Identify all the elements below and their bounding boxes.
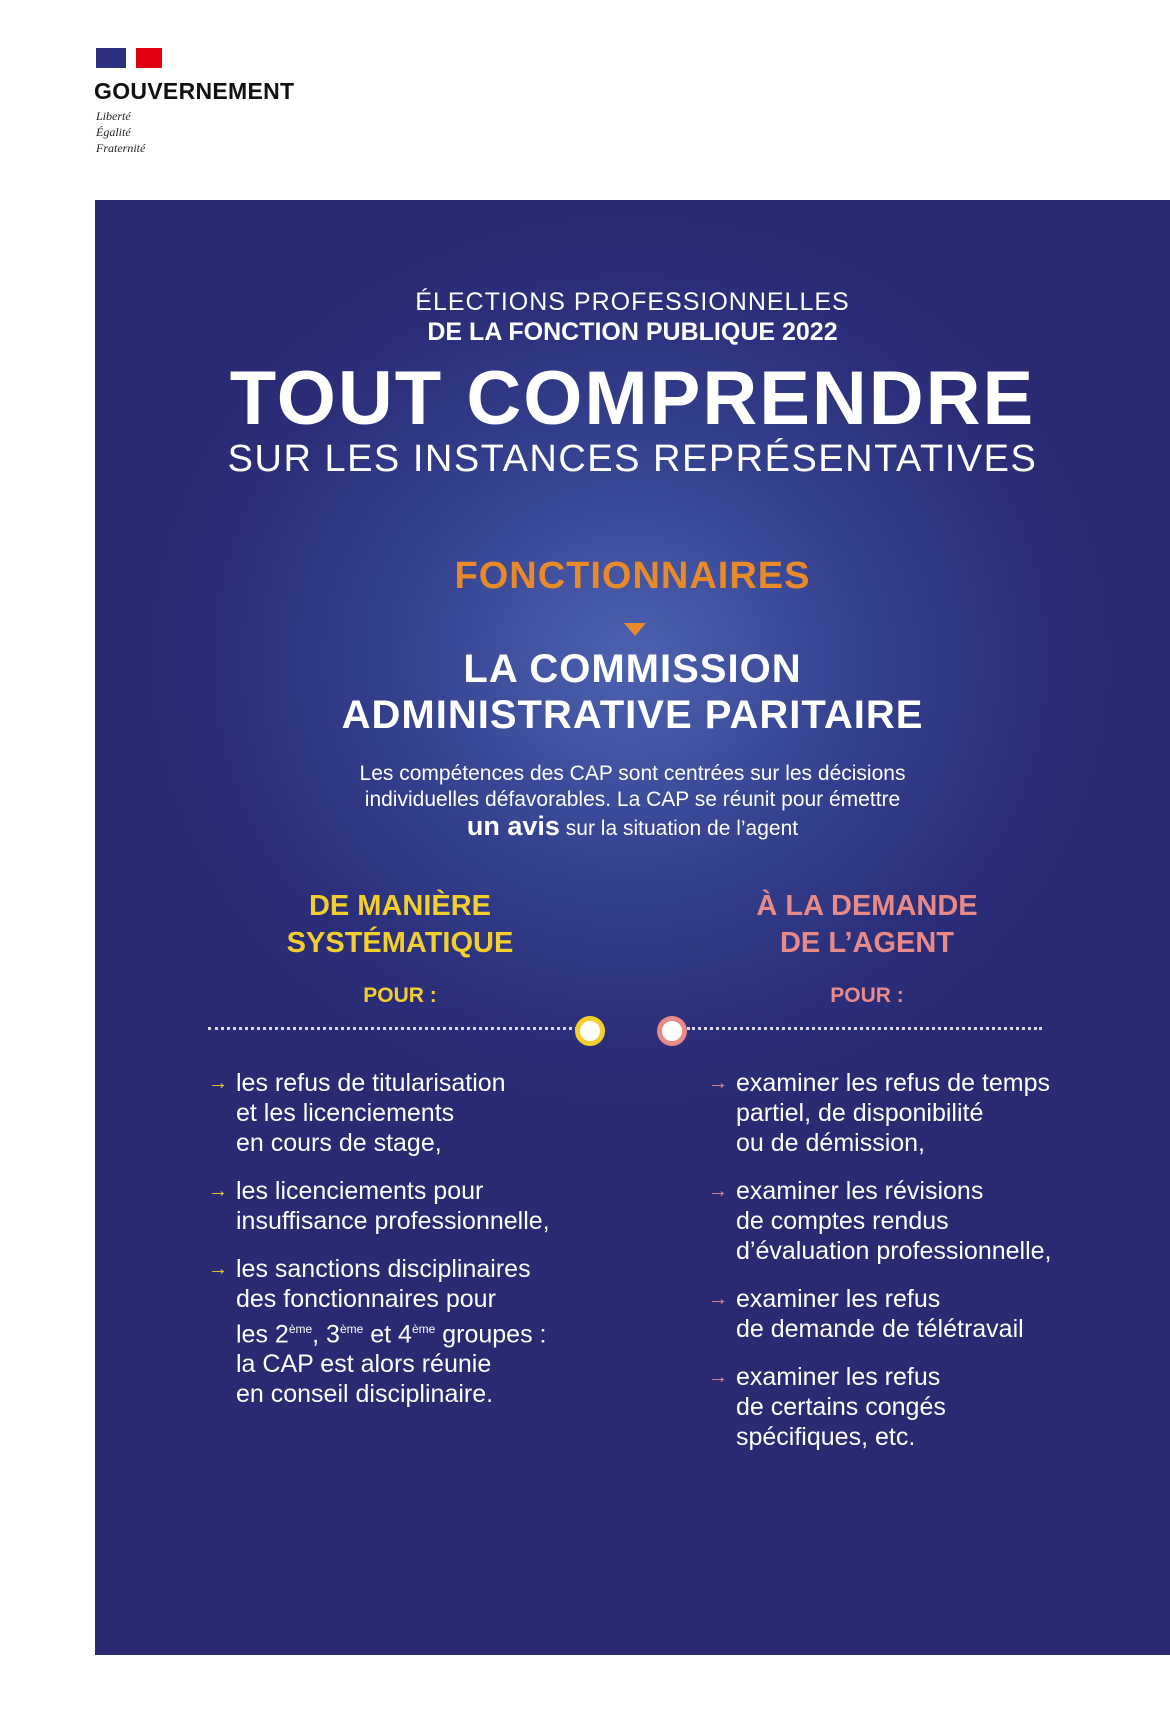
right-title-line: DE L’AGENT <box>779 927 954 959</box>
arrow-right-icon: → <box>708 1180 728 1202</box>
item-line: de comptes rendus <box>736 1207 949 1235</box>
list-item <box>708 1068 1158 1158</box>
poster-subtitle: SUR LES INSTANCES REPRÉSENTATIVES <box>227 438 1038 480</box>
right-list <box>708 1068 1158 1470</box>
list-item <box>208 1254 628 1409</box>
list-item <box>708 1362 1158 1452</box>
text: groupes : <box>435 1320 547 1349</box>
intro-line-rest: sur la situation de l’agent <box>559 817 799 840</box>
motto-egalite: Égalité <box>96 125 131 139</box>
arrow-right-icon: → <box>208 1258 228 1280</box>
item-line: de certains congés <box>736 1393 946 1421</box>
intro-emphasis: un avis <box>466 811 560 841</box>
kicker-line1: ÉLECTIONS PROFESSIONNELLES <box>415 288 850 316</box>
left-list <box>208 1068 628 1427</box>
item-line: en conseil disciplinaire. <box>236 1380 494 1409</box>
item-line: examiner les refus <box>736 1363 941 1391</box>
item-line: de demande de télétravail <box>736 1315 1024 1343</box>
arrow-right-icon: → <box>208 1180 228 1202</box>
item-line: insuffisance professionnelle, <box>236 1207 550 1235</box>
right-dotted-line <box>687 1027 1042 1030</box>
poster-panel <box>95 200 1170 1655</box>
text: les 2 <box>236 1320 289 1349</box>
marianne-flag-logo <box>96 48 162 68</box>
item-line: d’évaluation professionnelle, <box>736 1237 1052 1265</box>
left-pour-label: POUR : <box>363 984 437 1007</box>
intro-paragraph <box>95 761 1170 842</box>
arrow-right-icon: → <box>708 1366 728 1388</box>
item-line: ou de démission, <box>736 1129 926 1157</box>
right-title-line: À LA DEMANDE <box>756 890 978 922</box>
right-column-title <box>637 888 1097 962</box>
poster-title: TOUT COMPRENDRE <box>229 356 1036 441</box>
category-label: FONCTIONNAIRES <box>454 555 811 597</box>
list-item <box>708 1284 1158 1344</box>
item-line: partiel, de disponibilité <box>736 1099 984 1127</box>
item-line: des fonctionnaires pour <box>236 1285 496 1313</box>
down-triangle-icon <box>624 623 646 636</box>
motto-fraternite: Fraternité <box>96 141 146 155</box>
arrow-right-icon: → <box>208 1072 228 1094</box>
item-line: les sanctions disciplinaires <box>236 1255 531 1283</box>
right-pink-ring-icon <box>657 1016 687 1046</box>
arrow-right-icon: → <box>708 1072 728 1094</box>
item-line: la CAP est alors réunie <box>236 1350 492 1379</box>
left-dotted-line <box>208 1027 578 1030</box>
arrow-right-icon: → <box>708 1288 728 1310</box>
list-item <box>208 1068 628 1158</box>
item-line: les refus de titularisation <box>236 1069 506 1097</box>
intro-line: Les compétences des CAP sont centrées sur les décisions <box>359 762 906 785</box>
list-item <box>208 1176 628 1236</box>
item-line: en cours de stage, <box>236 1129 442 1157</box>
item-line: spécifiques, etc. <box>736 1423 916 1451</box>
motto-liberte: Liberté <box>96 109 131 123</box>
heading-line1: LA COMMISSION <box>463 647 802 691</box>
item-line-groups <box>236 1314 628 1349</box>
right-pour-label: POUR : <box>830 984 904 1007</box>
item-line: examiner les refus <box>736 1285 941 1313</box>
left-yellow-ring-icon <box>575 1016 605 1046</box>
intro-line: individuelles défavorables. La CAP se réunit pour émettre <box>364 788 901 811</box>
superscript: ème <box>339 1322 364 1336</box>
item-line: examiner les révisions <box>736 1177 984 1205</box>
heading-line2: ADMINISTRATIVE PARITAIRE <box>341 693 924 737</box>
left-column-title <box>170 888 630 962</box>
intro-line <box>95 813 1170 842</box>
item-line: examiner les refus de temps <box>736 1069 1051 1097</box>
list-item <box>708 1176 1158 1266</box>
left-title-line: SYSTÉMATIQUE <box>286 927 514 959</box>
text: , 3 <box>312 1320 340 1349</box>
kicker-line2: DE LA FONCTION PUBLIQUE 2022 <box>427 318 838 346</box>
item-line: et les licenciements <box>236 1099 455 1127</box>
government-logo-text: GOUVERNEMENT <box>94 78 295 104</box>
superscript: ème <box>411 1322 436 1336</box>
superscript: ème <box>288 1322 313 1336</box>
text: et 4 <box>363 1320 412 1349</box>
item-line: les licenciements pour <box>236 1177 484 1205</box>
left-title-line: DE MANIÈRE <box>308 890 492 922</box>
